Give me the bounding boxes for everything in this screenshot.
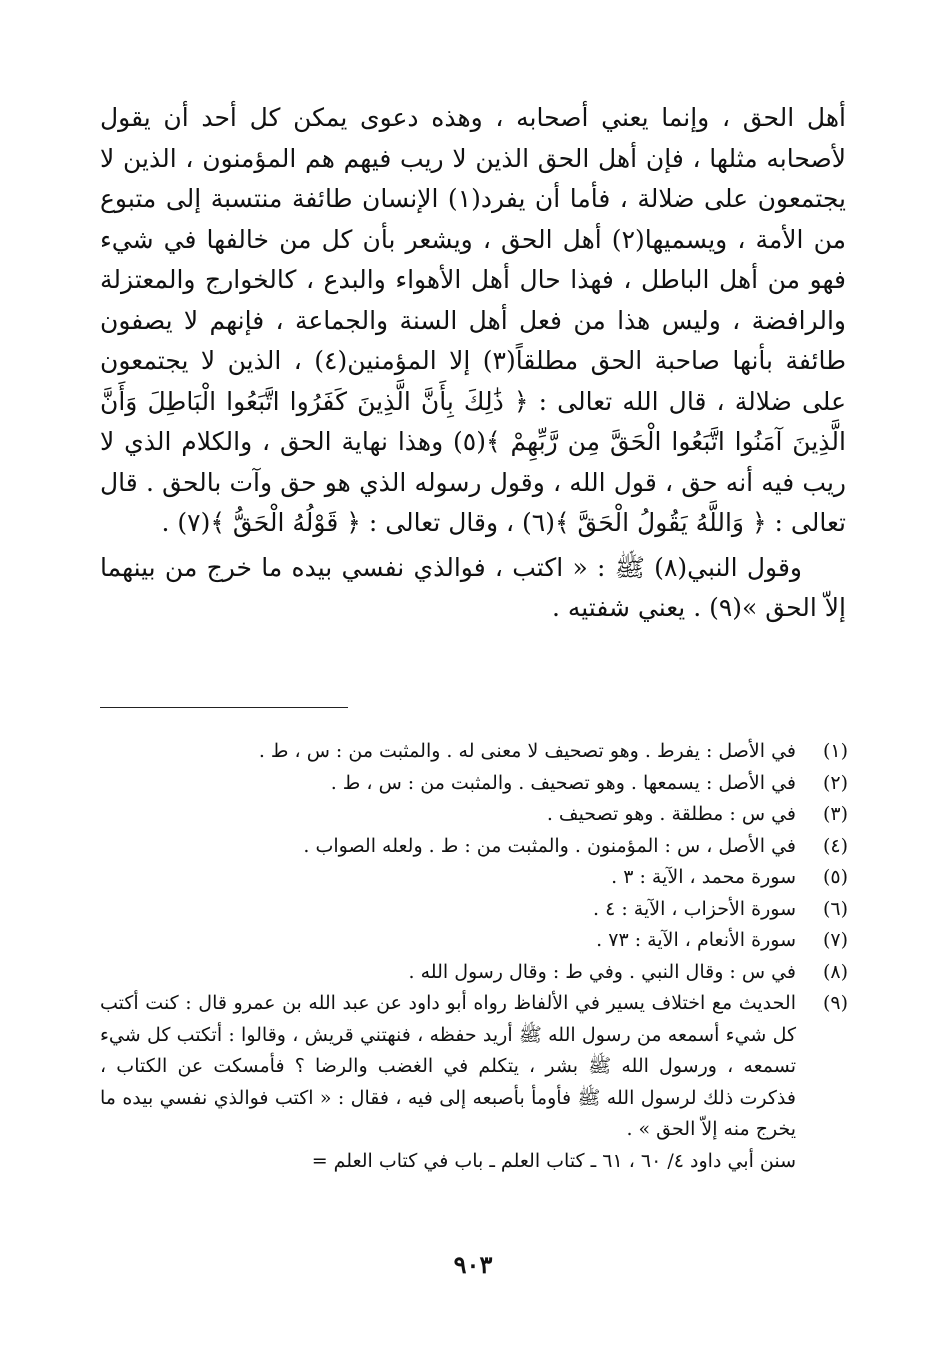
footnote-number: (٨) (822, 960, 848, 983)
footnote-9 (100, 988, 848, 1146)
main-paragraph-1: أهل الحق ، وإنما يعني أصحابه ، وهذه دعوى يمكن كل أحد أن يقول لأصحابه مثلها ، فإن أهل الحق الذين لا ريب فيهم هم المؤمنون ، الذين لا يجتمعون على ضلالة ، فأما أن يفرد(١) الإنسان طائفة منتسبة إلى متبوع من الأمة ، ويسميها(٢) أهل الحق ، ويشعر بأن كل من خالفها في شيء فهو من أهل الباطل ، فهذا حال أهل الأهواء والبدع ، كالخوارج والمعتزلة والرافضة ، وليس هذا من فعل أهل السنة والجماعة ، فإنهم لا يصفون طائفة بأنها صاحبة الحق مطلقاً(٣) إلا المؤمنين(٤) ، الذين لا يجتمعون على ضلالة ، قال الله تعالى : ﴿ ذَٰلِكَ بِأَنَّ الَّذِينَ كَفَرُوا اتَّبَعُوا الْبَاطِلَ وَأَنَّ الَّذِينَ آمَنُوا اتَّبَعُوا الْحَقَّ مِن رَّبِّهِمْ ﴾(٥) وهذا نهاية الحق ، والكلام الذي لا ريب فيه أنه حق ، قول الله ، وقول رسوله الذي هو حق وآت بالحق . قال تعالى : ﴿ وَاللَّهُ يَقُولُ الْحَقَّ ﴾(٦) ، وقال تعالى : ﴿ قَوْلُهُ الْحَقُّ ﴾(٧) . (100, 103, 847, 537)
footnotes (100, 736, 848, 1177)
footnote-1 (100, 736, 848, 768)
footnote-text: سورة محمد ، الآية : ٣ . (611, 866, 796, 888)
footnote-text: سورة الأنعام ، الآية : ٧٣ . (596, 929, 796, 951)
footnote-4 (100, 831, 848, 863)
footnote-text: سورة الأحزاب ، الآية : ٤ . (592, 897, 796, 920)
footnote-text: الحديث مع اختلاف يسير في الألفاظ رواه أبو داود عن عبد الله بن عمرو قال : كنت أكتب كل شيء أسمعه من رسول الله ﷺ أريد حفظه ، فنهتني قريش ، وقالوا : أتكتب كل شيء تسمعه ، ورسول الله ﷺ بشر ، يتكلم في الغضب والرضا ؟ فأمسكت عن الكتاب ، فذكرت ذلك لرسول الله ﷺ فأومأ بأصبعه إلى فيه ، فقال : « اكتب فوالذي نفسي بيده ما يخرج منه إلاّ الحق » . (100, 992, 796, 1140)
footnote-number: (٩) (822, 992, 848, 1014)
footnote-number: (٧) (822, 929, 848, 951)
footnote-2 (100, 768, 848, 800)
footnote-8 (100, 957, 848, 989)
footnote-3 (100, 799, 848, 831)
footnote-text: في الأصل : يفرط . وهو تصحيف لا معنى له . والمثبت من : س ، ط . (258, 740, 796, 762)
footnote-text: في الأصل : يسمعها . وهو تصحيف . والمثبت من : س ، ط . (330, 771, 796, 794)
footnote-number: (٣) (822, 803, 848, 825)
footnote-continuation: سنن أبي داود ٤/ ٦٠ ، ٦١ ـ كتاب العلم ـ باب في كتاب العلم = (311, 1149, 796, 1172)
footnote-number: (٥) (822, 866, 848, 888)
main-text (100, 98, 846, 629)
footnote-5 (100, 862, 848, 894)
footnote-number: (٢) (822, 771, 848, 794)
footnote-number: (٤) (822, 834, 848, 857)
footnote-divider (100, 707, 348, 708)
footnote-number: (١) (822, 740, 848, 762)
footnote-6 (100, 894, 848, 926)
footnote-7 (100, 925, 848, 957)
footnote-text: في س : وقال النبي . وفي ط : وقال رسول الله . (408, 960, 796, 983)
footnote-text: في س : مطلقة . وهو تصحيف . (546, 803, 796, 825)
page-number: ٩٠٣ (453, 1250, 493, 1279)
footnote-number: (٦) (822, 897, 848, 920)
footnote-text: في الأصل ، س : المؤمنون . والمثبت من : ط . ولعله الصواب . (303, 834, 796, 857)
main-paragraph-2: وقول النبي(٨) ﷺ : « اكتب ، فوالذي نفسي بيده ما خرج من بينهما إلاّ الحق »(٩) . يعني شفتيه . (100, 552, 846, 622)
